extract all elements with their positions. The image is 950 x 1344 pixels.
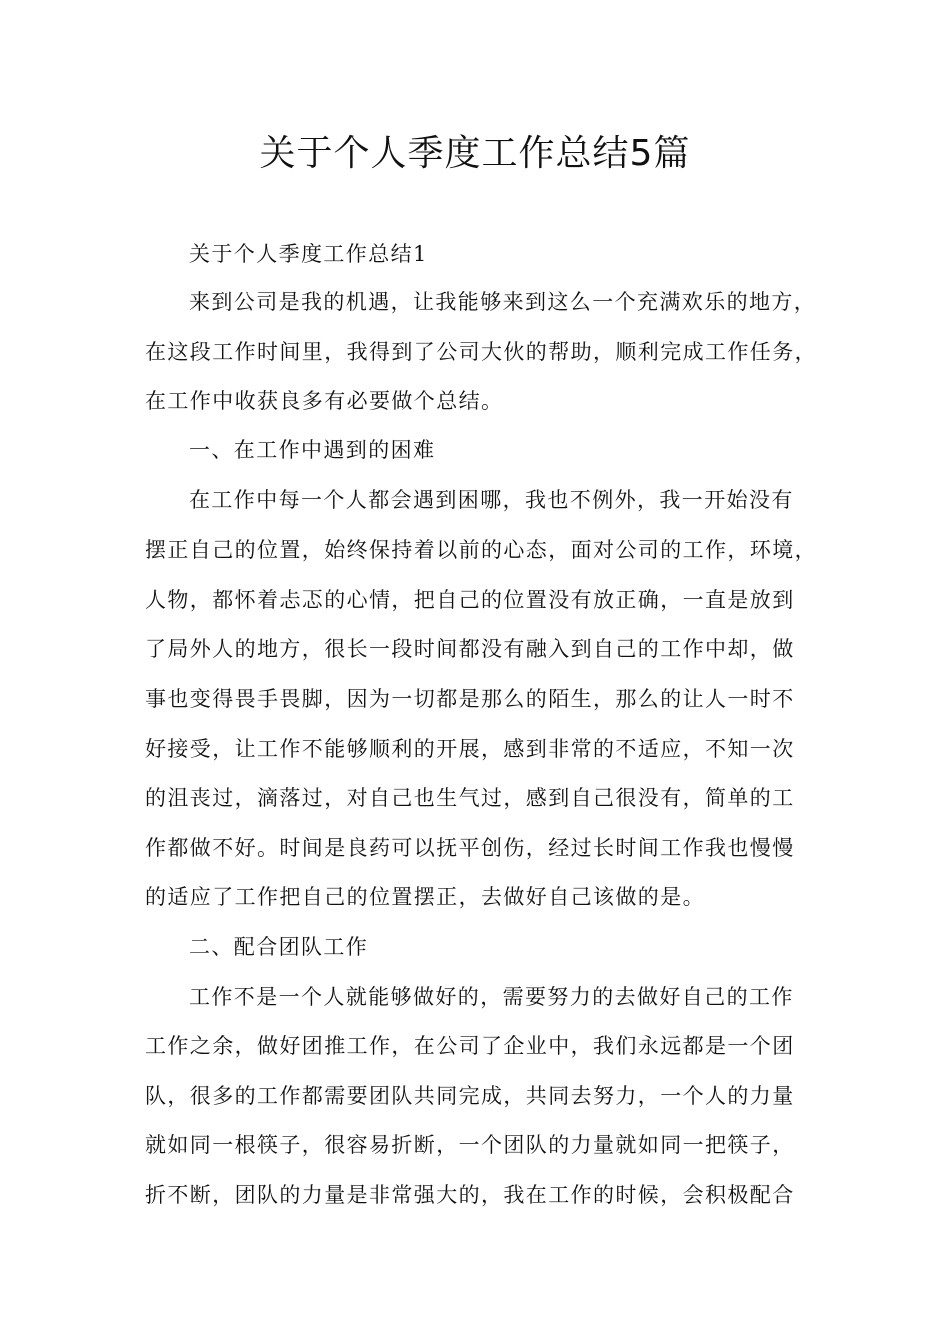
- paragraph-line: 人物，都怀着忐忑的心情，把自己的位置没有放正确，一直是放到: [145, 588, 795, 612]
- paragraph-line: 来到公司是我的机遇，让我能够来到这么一个充满欢乐的地方，: [189, 290, 817, 314]
- paragraph-line: 作都做不好。时间是良药可以抚平创伤，经过长时间工作我也慢慢: [145, 836, 795, 860]
- section-heading: 关于个人季度工作总结1: [189, 242, 428, 266]
- paragraph-line: 事也变得畏手畏脚，因为一切都是那么的陌生，那么的让人一时不: [145, 687, 795, 711]
- paragraph-line: 好接受，让工作不能够顺利的开展，感到非常的不适应，不知一次: [145, 737, 795, 761]
- paragraph-line: 的适应了工作把自己的位置摆正，去做好自己该做的是。: [145, 885, 705, 909]
- section-heading: 二、配合团队工作: [189, 935, 369, 959]
- paragraph-line: 工作之余，做好团推工作，在公司了企业中，我们永远都是一个团: [145, 1034, 795, 1058]
- paragraph-line: 在这段工作时间里，我得到了公司大伙的帮助，顺利完成工作任务，: [145, 340, 817, 364]
- paragraph-line: 就如同一根筷子，很容易折断，一个团队的力量就如同一把筷子，: [145, 1133, 795, 1157]
- section-heading: 一、在工作中遇到的困难: [189, 438, 436, 462]
- paragraph-line: 工作不是一个人就能够做好的，需要努力的去做好自己的工作: [189, 985, 794, 1009]
- paragraph-line: 队，很多的工作都需要团队共同完成，共同去努力，一个人的力量: [145, 1084, 795, 1108]
- paragraph-line: 在工作中每一个人都会遇到困哪，我也不例外，我一开始没有: [189, 488, 794, 512]
- paragraph-line: 了局外人的地方，很长一段时间都没有融入到自己的工作中却，做: [145, 637, 795, 661]
- document-title: 关于个人季度工作总结5篇: [259, 133, 691, 174]
- paragraph-line: 的沮丧过，滴落过，对自己也生气过，感到自己很没有，简单的工: [145, 786, 795, 810]
- paragraph-line: 摆正自己的位置，始终保持着以前的心态，面对公司的工作，环境，: [145, 538, 817, 562]
- paragraph-line: 在工作中收获良多有必要做个总结。: [145, 389, 504, 413]
- paragraph-line: 折不断，团队的力量是非常强大的，我在工作的时候，会积极配合: [145, 1183, 795, 1207]
